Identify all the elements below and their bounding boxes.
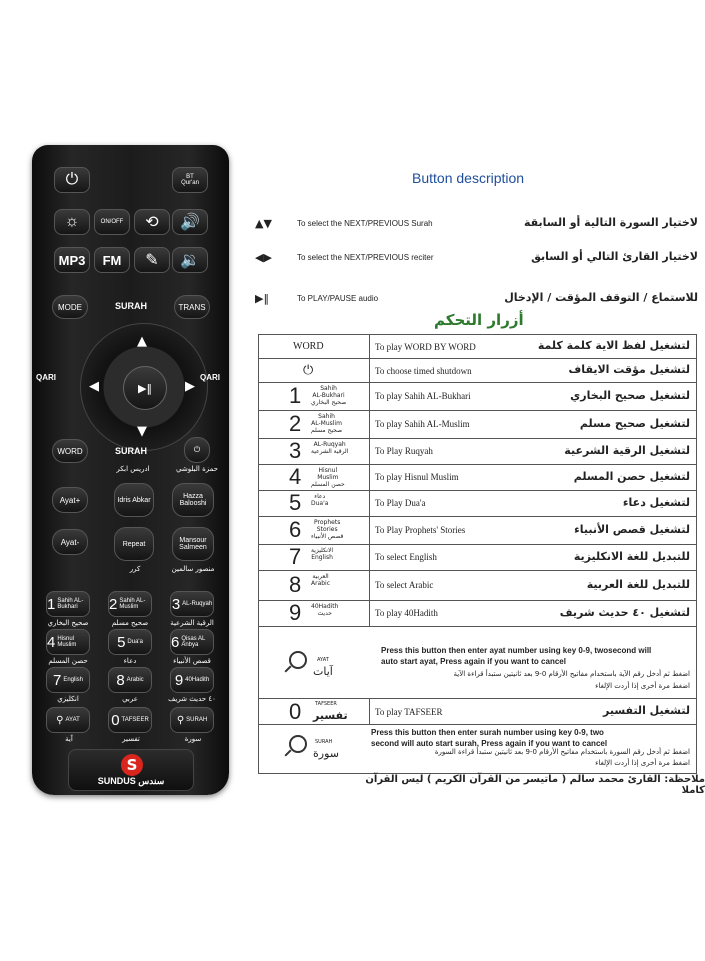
table-row [259,517,696,545]
row-ar: لتشغيل ٤٠ حديث شريف [559,606,690,619]
search-icon [289,651,307,669]
zero-digit: 0 [111,711,120,729]
page-title: Button description [412,170,525,186]
table-row [259,335,696,359]
surah-down-label: SURAH [114,446,147,456]
timer-icon: ⏻ [303,363,314,378]
tafseer-label: TAFSEER [121,717,149,723]
repeat-label: Repeat [122,540,146,548]
digit-caption: Hisnul Muslim [57,636,77,648]
digit: 6 [171,633,180,651]
row-en: To Play Dua'a [375,498,426,508]
info-en: To select the NEXT/PREVIOUS reciter [297,253,434,262]
digit-arabic: دعاء [123,657,137,665]
row-digit: 1 [289,383,302,408]
surah-up-label: SURAH [114,301,147,311]
digit-caption: Qisas AL Anbya [181,636,206,648]
idris-arabic: ادريس ابكر [116,465,150,473]
ayat-arabic: آية [65,735,73,743]
qari-right-label: QARI [200,373,220,382]
volume-down-icon: 🔉 [180,252,200,269]
row-en: To play 40Hadith [375,608,438,618]
ayat-minus-button[interactable] [52,529,88,555]
surah-help-line2: second will auto start surah, Press again if you want to cancel [371,739,608,748]
row-sublabel: Sahih AL-Muslim صحيح مسلم [311,413,343,434]
number-1-button[interactable] [46,591,90,617]
number-9-button[interactable] [170,667,214,693]
table-row-ayat [259,635,696,699]
digit: 8 [116,671,125,689]
tafseer-arabic: تفسير [122,735,140,743]
row-ar: لتشغيل لفظ الاية كلمة كلمة [537,339,690,352]
mp3-button[interactable] [54,247,90,273]
trans-button[interactable] [174,295,210,319]
ayat-help-ar2: اضغط مرة أخرى إذا أردت الإلغاء [595,682,690,690]
timer-button[interactable] [184,437,210,463]
remote-control [32,145,229,795]
row-digit: 5 [289,490,302,515]
surah-key-ar: سورة [313,747,339,760]
info-ar: لاختيار القارئ التالي أو السابق [531,250,698,263]
row-en: To select English [375,552,437,562]
zero-tafseer-button[interactable] [108,707,152,733]
search-icon: ⚲ [56,714,64,726]
number-7-button[interactable] [46,667,90,693]
mansour-label: Mansour Salmeen [179,537,207,551]
onoff-button[interactable] [94,209,130,235]
digit: 9 [174,671,184,689]
row-ar: لتشغيل الرقية الشرعية [564,444,690,457]
digit-arabic: عربي [122,695,138,703]
surah-key-en: SURAH [315,739,333,745]
controls-heading: أزرار التحكم [434,311,524,329]
table-row-tafseer [259,699,696,725]
row-en: To play Hisnul Muslim [375,472,459,482]
digit-arabic: انكليزي [57,695,79,703]
digit-caption: Sahih AL-Muslim [119,598,146,610]
surah-help-line1: Press this button then enter surah number using key 0-9, two [371,728,604,737]
row-sublabel: الانكليزية English [311,547,334,561]
row-digit: 9 [289,600,302,625]
surah-search-button[interactable] [170,707,214,733]
mansour-arabic: منصور سالمين [171,565,215,573]
digit-arabic: صحيح مسلم [111,619,149,627]
digit: 1 [47,595,56,613]
ayat-minus-label: Ayat- [60,537,80,547]
table-row [259,383,696,411]
tools-icon: ✎ [145,252,159,269]
surah-help-ar2: اضغط مرة أخرى إذا أردت الإلغاء [595,759,690,767]
hamza-arabic: حمزة البلوشي [176,465,218,473]
repeat-arabic: كرر [129,565,141,573]
play-pause-button[interactable] [123,366,167,410]
digit-caption: Arabic [126,677,144,683]
hazza-label: Hazza Balooshi [179,493,207,507]
row-digit: 6 [289,517,302,542]
row-sublabel: 40Hadith حديث [311,603,339,617]
row-en: To choose timed shutdown [375,366,472,376]
bulb-icon: ☼ [64,213,80,230]
ayat-help-line1: Press this button then enter ayat number using key 0-9, twosecond will [381,646,652,655]
word-button[interactable] [52,439,88,463]
brand-logo [68,749,194,791]
ayat-help-line2: auto start ayat, Press again if you want to cancel [381,657,566,666]
row-digit: 2 [289,411,302,436]
table-row [259,411,696,439]
number-2-button[interactable] [108,591,152,617]
ayat-key-ar: آيات [313,665,333,678]
row-ar: لتشغيل قصص الأنبياء [574,523,690,536]
row-en: To select Arabic [375,580,434,590]
down-arrow-icon[interactable]: ▼ [137,424,147,439]
digit: 2 [109,595,118,613]
idris-label: Idris Abkar [117,496,151,504]
updown-arrows-icon: ▲▼ [255,217,272,230]
info-row-play [255,291,700,309]
tafseer-key-en: TAFSEER [315,701,337,707]
surah-help-ar1: اضغط ثم أدخل رقم السورة باستخدام مفاتيح الأرقام 0-9 بعد ثانيتين ستبدأ قراءة السورة [434,748,690,756]
digit-arabic: قصص الأنبياء [173,657,211,665]
surah-arabic: سورة [184,735,202,743]
row-digit: 3 [289,438,302,463]
logo-text: SUNDUS سندس [97,776,165,786]
row-ar: لتشغيل مؤقت الايقاف [568,363,690,376]
info-en: To select the NEXT/PREVIOUS Surah [297,219,433,228]
volume-up-icon: 🔊 [180,214,200,231]
light-button[interactable] [54,209,90,235]
digit-caption: AL-Ruqyah [182,601,213,607]
row-ar: للتبديل للغة العربية [586,578,690,591]
row-en: To play Sahih AL-Muslim [375,419,470,429]
number-5-button[interactable] [108,629,152,655]
ayat-key-en: AYAT [317,657,329,663]
tafseer-key-ar: تفسير [313,709,348,722]
info-ar: لاختيار السورة التالية أو السابقة [523,216,698,229]
table-row-surah [259,725,696,773]
table-row [259,359,696,383]
onoff-label: ON/OFF [100,219,124,225]
repeat-mode-button[interactable] [134,209,170,235]
tools-button[interactable] [134,247,170,273]
table-row [259,439,696,465]
table-row [259,545,696,571]
info-en: To PLAY/PAUSE audio [297,294,379,303]
idris-button[interactable] [114,483,154,517]
table-row [259,491,696,517]
mp3-label: MP3 [58,252,86,268]
info-row-surah [255,216,700,234]
row-sublabel: Hisnul Muslim حصن المسلم [311,467,345,488]
word-key: WORD [293,341,324,352]
row-ar: لتشغيل صحيح مسلم [579,417,690,430]
digit: 3 [171,595,181,613]
row-en: To Play Ruqyah [375,446,433,456]
repeat-button[interactable] [114,527,154,561]
right-arrow-icon[interactable]: ▶ [185,379,195,394]
row-digit: 8 [289,572,302,597]
search-icon: ⚲ [176,714,185,726]
table-row [259,465,696,491]
repeat-icon: ⟲ [145,214,159,231]
ayat-plus-label: Ayat+ [59,495,81,505]
row-en: To play Sahih AL-Bukhari [375,391,471,401]
left-arrow-icon[interactable]: ◀ [89,379,99,394]
ayat-button[interactable] [46,707,90,733]
logo-mark: S [121,754,143,776]
play-pause-icon: ▶‖ [255,292,269,305]
mode-label: MODE [58,302,82,312]
ayat-label: AYAT [65,717,80,723]
number-4-button[interactable] [46,629,90,655]
digit-caption: Dua'a [127,639,143,645]
digit: 5 [117,633,126,651]
word-label: WORD [57,446,83,456]
number-6-button[interactable] [170,629,214,655]
fm-button[interactable] [94,247,130,273]
bt-quran-label: BT Qur'an [181,174,199,186]
row-sublabel: AL-Ruqyah الرقية الشرعية [311,441,349,455]
digit-arabic: ٤٠ حديث شريف [168,695,216,703]
surah-label: SURAH [186,717,208,723]
digit: 4 [47,633,56,651]
row-ar: لتشغيل حصن المسلم [573,470,690,483]
bt-quran-button[interactable] [172,167,208,193]
digit-caption: 40Hadith [185,677,210,683]
row-ar: للتبديل للغة الانكليزية [573,550,690,563]
digit-arabic: الرقية الشرعية [170,619,214,627]
row-digit: 7 [289,544,302,569]
ayat-plus-button[interactable] [52,487,88,513]
table-row [259,571,696,601]
number-8-button[interactable] [108,667,152,693]
play-pause-icon: ▶‖ [138,381,152,395]
mansour-button[interactable] [172,527,214,561]
ayat-help-ar1: اضغط ثم أدخل رقم الآية باستخدام مفاتيح الأرقام 0-9 بعد ثانيتين ستبدأ قراءة الآية [453,670,690,678]
volume-down-button[interactable] [172,247,208,273]
row-sublabel: العربية Arabic [311,573,331,587]
dpad [80,323,208,451]
search-icon [289,735,307,753]
info-ar: للاستماع / التوقف المؤقت / الإدخال [504,291,698,304]
table-row [259,601,696,627]
mode-button[interactable] [52,295,88,319]
digit-arabic: صحيح البخاري [47,619,89,627]
row-en: To play WORD BY WORD [375,342,476,352]
row-digit: 4 [289,464,302,489]
timer-icon: ⏻ [193,445,201,454]
power-icon: ⏻ [65,171,79,188]
fm-label: FM [102,252,122,268]
digit-arabic: حصن المسلم [48,657,88,665]
volume-up-button[interactable] [172,209,208,235]
row-sublabel: Prophets Stories قصص الأنبياء [311,519,344,540]
row-sublabel: Sahih AL-Bukhari صحيح البخاري [311,385,347,406]
digit: 7 [52,671,62,689]
info-row-reciter [255,250,700,268]
row-ar: لتشغيل صحيح البخاري [570,389,690,402]
row-ar: لتشغيل التفسير [603,704,690,717]
row-en: To play TAFSEER [375,707,443,717]
row-en: To Play Prophets' Stories [375,525,466,535]
power-button[interactable] [54,167,90,193]
up-arrow-icon[interactable]: ▲ [137,334,147,349]
digit-caption: Sahih AL-Bukhari [57,598,84,610]
trans-label: TRANS [178,302,206,312]
row-sublabel: دعاء Dua'a [311,493,329,507]
hazza-button[interactable] [172,483,214,517]
digit-caption: English [63,677,84,683]
button-table [258,334,697,774]
footnote: ملاحظة: القارئ محمد سالم ( ماتيسر من القرآن الكريم ) ليس القرآن كاملا [365,774,705,796]
row-ar: لتشغيل دعاء [622,496,690,509]
qari-left-label: QARI [36,373,56,382]
number-3-button[interactable] [170,591,214,617]
zero-digit: 0 [289,699,302,724]
leftright-arrows-icon: ◀▶ [255,251,272,264]
